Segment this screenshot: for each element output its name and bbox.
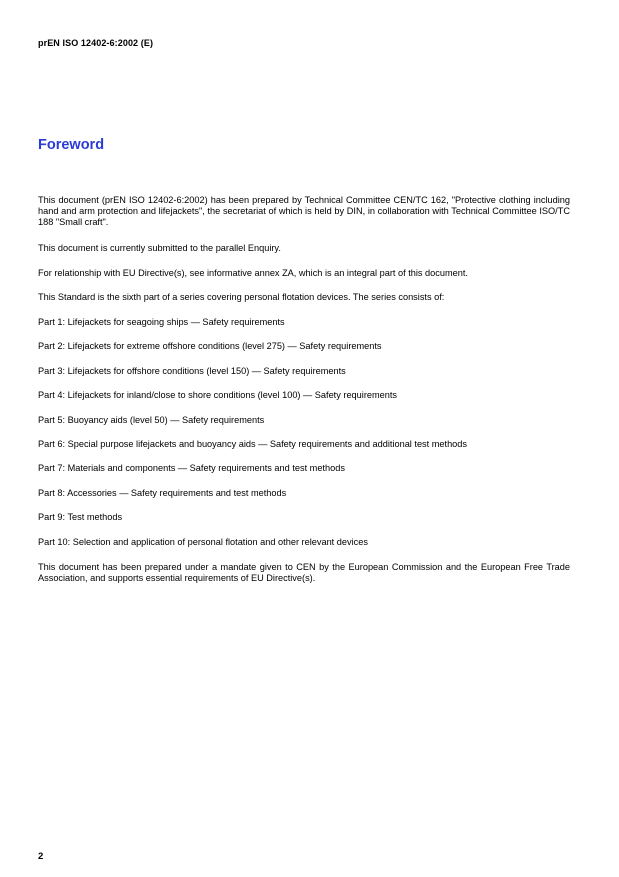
list-item: Part 10: Selection and application of personal flotation and other relevant devices: [38, 536, 368, 547]
series-paragraph: This Standard is the sixth part of a series covering personal flotation devices. The series consists of:: [38, 292, 445, 302]
list-item: Part 5: Buoyancy aids (level 50) — Safety requirements: [38, 414, 265, 425]
list-item: Part 7: Materials and components — Safety requirements and test methods: [38, 463, 345, 474]
mandate-paragraph: This document has been prepared under a mandate given to CEN by the European Commission and the European Free Trade Association, and supports essential requirements of EU Directive(s).: [38, 562, 570, 583]
directive-paragraph: For relationship with EU Directive(s), see informative annex ZA, which is an integral part of this document.: [38, 268, 468, 278]
section-title: Foreword: [38, 137, 105, 153]
intro-paragraph: This document (prEN ISO 12402-6:2002) has been prepared by Technical Committee CEN/TC 162, "Protective clothing including hand and arm protection and lifejackets", the secretariat of which is held by DIN, in collaboration with Technical Committee ISO/TC 188 "Small craft".: [38, 195, 570, 227]
page-number: 2: [38, 851, 44, 862]
list-item: Part 1: Lifejackets for seagoing ships — Safety requirements: [38, 317, 285, 327]
parts-list: [38, 317, 570, 561]
list-item: Part 3: Lifejackets for offshore conditions (level 150) — Safety requirements: [38, 365, 346, 376]
enquiry-paragraph: This document is currently submitted to the parallel Enquiry.: [38, 243, 281, 253]
document-header: prEN ISO 12402-6:2002 (E): [38, 38, 154, 48]
list-item: Part 9: Test methods: [38, 512, 123, 523]
list-item: Part 4: Lifejackets for inland/close to shore conditions (level 100) — Safety requirements: [38, 390, 398, 401]
list-item: Part 8: Accessories — Safety requirements and test methods: [38, 487, 287, 498]
list-item: Part 6: Special purpose lifejackets and buoyancy aids — Safety requirements and additional test methods: [38, 438, 467, 449]
list-item: Part 2: Lifejackets for extreme offshore conditions (level 275) — Safety requirements: [38, 341, 382, 352]
